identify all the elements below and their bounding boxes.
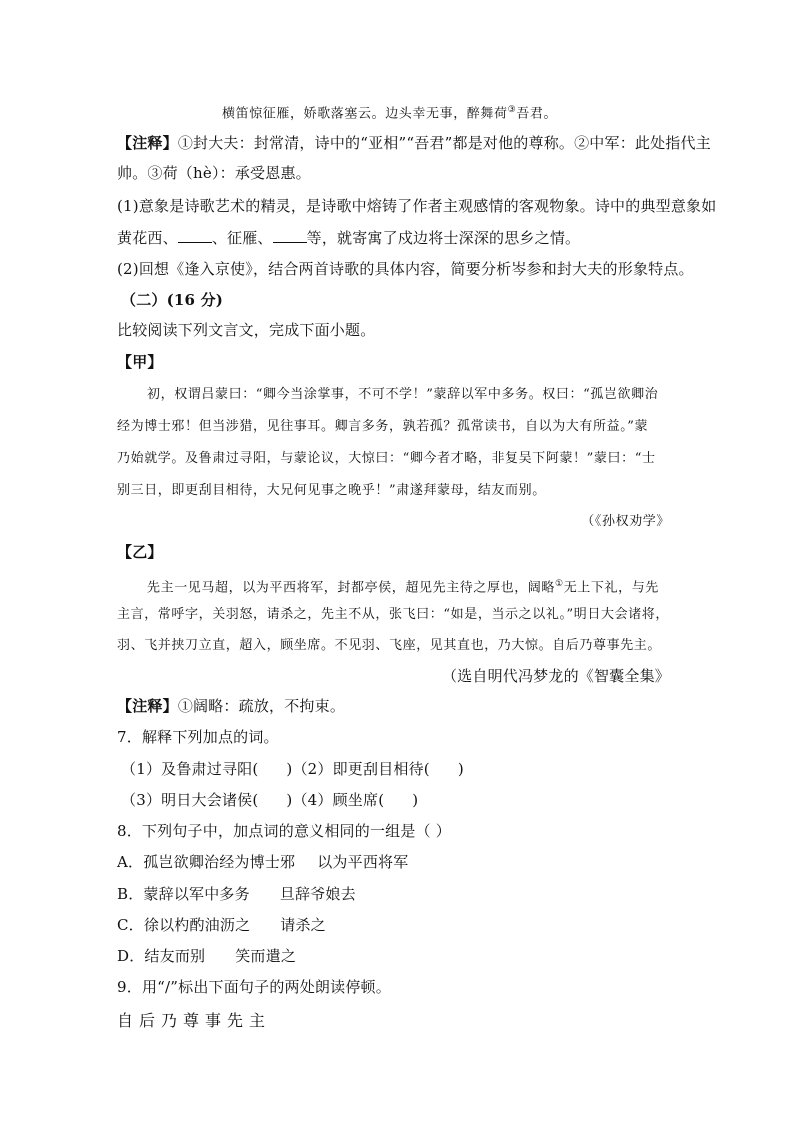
note2-label: 【注释】 (117, 697, 178, 715)
jia-line: 别三日，即更刮目相待，大兄何见事之晚乎！”肃遂拜蒙母，结友而别。 (117, 483, 546, 498)
yi-line2: 主言，常呼字，关羽怒，请杀之，先主不从，张飞曰：“如是，当示之以礼。”明日大会诸将， (117, 607, 669, 622)
note-marker-3: ③ (507, 105, 517, 115)
jia-line: 乃始就学。及鲁肃过寻阳，与蒙论议，大惊曰：“卿今者才略，非复吴下阿蒙！”蒙曰：“士 (117, 451, 656, 466)
note1-label: 【注释】 (117, 134, 178, 152)
answer-blank-2[interactable] (273, 228, 307, 243)
q8-option-c: C．徐以杓酌油沥之 请杀之 (117, 916, 326, 934)
q8-option-d: D．结友而别 笑而遣之 (117, 947, 297, 965)
q7-stem: 7．解释下列加点的词。 (117, 728, 279, 746)
q8-option-a: A．孤岂欲卿治经为博士邪 以为平西将军 (117, 853, 409, 871)
note1-line1: 【注释】①封大夫：封常清，诗中的“亚相”“吾君”都是对他的尊称。②中军：此处指代主 (117, 134, 711, 152)
q8-option-b: B．蒙辞以军中多务 旦辞爷娘去 (117, 885, 356, 903)
q2-text: (2)回想《逢入京使》，结合两首诗歌的具体内容，简要分析岑参和封大夫的形象特点。 (117, 260, 694, 278)
q1-line2: 黄花西、 、征雁、 等，就寄寓了戍边将士深深的思乡之情。 (117, 229, 581, 247)
q8-stem: 8．下列句子中，加点词的意义相同的一组是（ ） (117, 822, 451, 840)
yi-line3: 羽、飞并挟刀立直，超入，顾坐席。不见羽、飞座，见其直也，乃大惊。自后乃尊事先主。 (117, 638, 662, 653)
jia-line: 经为博士邪！但当涉猎，见往事耳。卿言多务，孰若孤？孤常读书，自以为大有所益。”蒙 (117, 419, 649, 434)
jia-label: 【甲】 (117, 353, 163, 371)
section2-heading: （二）(16 分) (121, 291, 224, 309)
yi-line1: 先主一见马超，以为平西将军，封都亭侯，超见先主待之厚也，阔略①无上下礼，与先 (147, 579, 659, 596)
instruction: 比较阅读下列文言文，完成下面小题。 (117, 321, 376, 339)
answer-blank-1[interactable] (178, 228, 212, 243)
jia-source: （《孙权劝学》 (581, 514, 670, 529)
yi-source: （选自明代冯梦龙的《智囊全集》 (441, 667, 670, 685)
q7-row1: （1）及鲁肃过寻阳( )（2）即更刮目相待( ) (121, 760, 464, 778)
q9-stem: 9．用“/”标出下面句子的两处朗读停顿。 (117, 978, 391, 996)
q1-line1: (1)意象是诗歌艺术的精灵，是诗歌中熔铸了作者主观感情的客观物象。诗中的典型意象如 (117, 197, 717, 215)
note2: 【注释】①阔略：疏放，不拘束。 (117, 697, 346, 715)
note-marker-1: ① (555, 579, 564, 589)
note1-line2: 帅。③荷（hè）：承受恩惠。 (117, 164, 311, 182)
poem-last-line: 横笛惊征雁，娇歌落塞云。边头幸无事，醉舞荷③吾君。 (222, 105, 558, 122)
q7-row2: （3）明日大会诸侯( )（4）顾坐席( ) (121, 791, 419, 809)
q9-sentence[interactable]: 自后乃尊事先主 (117, 1011, 272, 1030)
jia-line: 初，权谓吕蒙曰：“卿今当涂掌事，不可不学！”蒙辞以军中多务。权曰：“孤岂欲卿治 (147, 387, 659, 402)
yi-label: 【乙】 (117, 543, 163, 561)
